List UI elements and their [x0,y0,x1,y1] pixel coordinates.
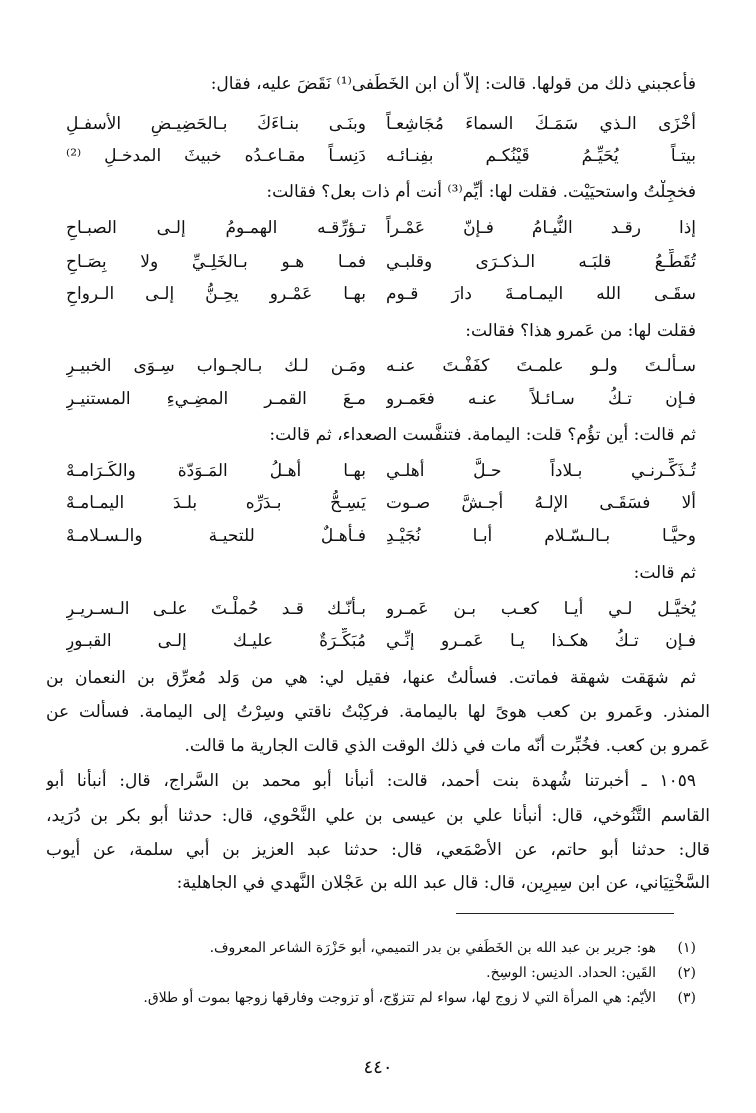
footnote [56,987,696,1009]
verse-second-hemistich: بهـا عَمْـرو يحِـنُّ إلـى الـرواحِ [66,284,366,304]
footnote [56,937,696,959]
verse-first-hemistich: أخْزَى الـذي سَمَـكَ السماءَ مُجَاشِعـاً [386,114,696,134]
verse-first-hemistich: فـإن تـكُ سـائـلاً عنـه فعَمـرو [386,389,696,409]
paragraph-line: فخجِلْتُ واستحيَيْت. فقلت لها: أيِّم⁽³⁾ أنت أم ذات بعل؟ فقالت: [266,182,696,202]
page-number: ٤٤٠ [363,1057,393,1078]
verse-first-hemistich: يُخيَّـل لـي أيـا كعـب بـن عَمـرو [386,599,696,619]
paragraph-line: المنذر. وعَمرو بن كعب هوىً لها باليمامة. فركِبْتُ ناقتي وسِرْتُ إلى اليمامة. فسألت عن [46,702,710,722]
verse-second-hemistich: فـأهـلٌ للتحيـة والـسـلامـهْ [66,526,366,546]
footnote-text: الأيّم: هي المرأة التي لا زوج لها، سواء لم تتزوّج، أو تزوجت وفارقها زوجها بموت أو طلاق. [143,990,656,1006]
footnote-number: (١) [677,940,696,956]
verse-first-hemistich: ألا فسَقَـى الإلـهُ أجـشَّ صـوت [386,493,696,513]
paragraph-line: فقلت لها: من عَمرو هذا؟ فقالت: [465,321,696,341]
verse-first-hemistich: سقَـى الله اليمـامـةَ دارَ قـوم [386,284,696,304]
verse-second-hemistich: يَسِـحُّ بـدَرِّه بلـدَ اليمـامـهْ [66,493,366,513]
verse-second-hemistich: وبنَـى بنـاءَكَ بـالحَضِيـضِ الأسفـلِ [66,114,366,134]
paragraph-line: قال: حدثنا أبو حاتم، عن الأَصْمَعي، قال: حدثنا عبد العزيز بن أبي سلمة، عن أيوب [46,840,710,860]
verse-second-hemistich: ومَـن لـك بـالجـواب سِـوَى الخبيـرِ [66,356,366,376]
footnote-text: هو: جرير بن عبد الله بن الخَطَفي بن بدر التميمي، أبو حَزْرَة الشاعر المعروف. [209,940,656,956]
footnote-number: (٣) [677,990,696,1006]
paragraph-line: ثم قالت: أين تؤُم؟ قلت: اليمامة. فتنفَّست الصعداء، ثم قالت: [269,425,696,445]
verse-second-hemistich: تـؤرِّقـه الهمـومُ إلـى الصبـاحِ [66,218,366,238]
paragraph-line: ١٠٥٩ ـ أخبرتنا شُهدة بنت أحمد، قالت: أنبأنا أبو محمد بن السَّراج، قال: أنبأنا أبو [46,771,696,791]
paragraph-line: عَمرو بن كعب. فخُبِّرت أنّه مات في ذلك الوقت الذي قالت الجارية ما قالت. [184,736,710,756]
verse-first-hemistich: وحيَّـا بـالـسّـلام أبـا نُجَيْـدِ [386,526,696,546]
verse-second-hemistich: بهـا أهـلُ المَـوَدّة والكَـرَامـهْ [66,461,366,481]
verse-first-hemistich: فـإن تـكُ هكـذا يـا عَمـرو إنِّـي [386,631,696,651]
paragraph-line: القاسم التَّنُوخي، قال: أنبأنا علي بن عيسى بن علي النَّحْوي، قال: حدثنا أبو بكر بن دُرَيد، [46,806,710,826]
footnote [56,962,696,984]
footnote-separator [456,913,674,914]
paragraph-line: السَّخْتِيَاني، عن ابن سِيرِين، قال: قال عبد الله بن عَجْلان النَّهدي في الجاهلية: [176,873,710,893]
verse-first-hemistich: تُـذَكِّـرنـي بـلاداً حـلَّ أهلـي [386,461,696,481]
footnote-text: القَين: الحداد. الدنِس: الوسِخ. [486,965,656,981]
verse-first-hemistich: سـألـتَ ولـو علمـتَ كفَفْـتَ عنـه [386,356,696,376]
verse-second-hemistich: دَنِسـاً مقـاعـدُه خبيثَ المدخـلِ ⁽²⁾ [66,146,366,166]
paragraph-line: فأعجبني ذلك من قولها. قالت: إلاّ أن ابن الخَطَفى⁽¹⁾ نَقَضَ عليه، فقال: [210,74,696,94]
verse-first-hemistich: بيتـاً يُحَيِّـمُ قَيْنُكـم بفِنـائـه [386,146,696,166]
verse-first-hemistich: إذا رقـد النُّيـامُ فـإنّ عَمْـراً [386,218,696,238]
verse-second-hemistich: مـعَ القمـر المضِـيءِ المستنيـرِ [66,389,366,409]
footnote-number: (٢) [677,965,696,981]
verse-first-hemistich: تُقَطِّـعُ قلبَـه الـذكـرَى وقلبـي [386,252,696,272]
verse-second-hemistich: مُبَكِّـرَةٌ عليـك إلـى القبـورِ [66,631,366,651]
paragraph-line: ثم شهَقت شهقة فماتت. فسألتُ عنها، فقيل لي: هي من وَلد مُعرِّق بن النعمان بن [46,668,696,688]
verse-second-hemistich: فمـا هـو بـالخَلِـيِّ ولا بِصَـاحِ [66,252,366,272]
verse-second-hemistich: بـأنّـك قـد حُملْـتَ علـى الـسـريـرِ [66,599,366,619]
paragraph-line: ثم قالت: [633,563,696,583]
